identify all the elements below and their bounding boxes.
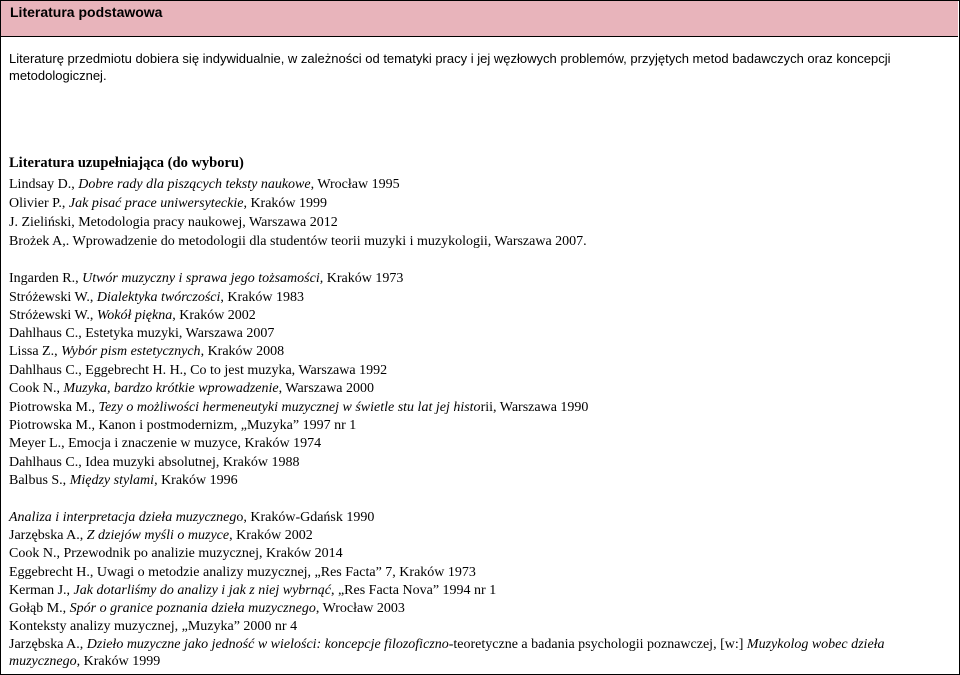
reference-item: Piotrowska M., Tezy o możliwości hermeneutyki muzycznej w świetle stu lat jej historii, Warszawa 1990 bbox=[9, 400, 589, 415]
section-title: Literatura uzupełniająca (do wyboru) bbox=[9, 155, 244, 171]
reference-item: Konteksty analizy muzycznej, „Muzyka” 2000 nr 4 bbox=[9, 619, 298, 634]
reference-item: J. Zieliński, Metodologia pracy naukowej, Warszawa 2012 bbox=[9, 215, 338, 230]
reference-item: Jarzębska A., Z dziejów myśli o muzyce, Kraków 2002 bbox=[9, 528, 313, 543]
reference-item: Lindsay D., Dobre rady dla piszących teksty naukowe, Wrocław 1995 bbox=[9, 177, 400, 192]
reference-item: Stróżewski W., Dialektyka twórczości, Kraków 1983 bbox=[9, 290, 305, 305]
reference-item: Dahlhaus C., Estetyka muzyki, Warszawa 2007 bbox=[9, 326, 275, 341]
reference-item: Cook N., Przewodnik po analizie muzycznej, Kraków 2014 bbox=[9, 546, 343, 561]
reference-item: Brożek A,. Wprowadzenie do metodologii dla studentów teorii muzyki i muzykologii, Warszawa 2007. bbox=[9, 234, 587, 249]
reference-item: Eggebrecht H., Uwagi o metodzie analizy muzycznej, „Res Facta” 7, Kraków 1973 bbox=[9, 565, 476, 580]
reference-item: Dahlhaus C., Eggebrecht H. H., Co to jest muzyka, Warszawa 1992 bbox=[9, 363, 388, 378]
reference-item: Cook N., Muzyka, bardzo krótkie wprowadzenie, Warszawa 2000 bbox=[9, 381, 375, 396]
reference-item: Kerman J., Jak dotarliśmy do analizy i jak z niej wybrnąć, „Res Facta Nova” 1994 nr 1 bbox=[9, 583, 497, 598]
reference-item: Meyer L., Emocja i znaczenie w muzyce, Kraków 1974 bbox=[9, 436, 322, 451]
reference-item: Jarzębska A., Dzieło muzyczne jako jedność w wielości: koncepcje filozoficzno-teoretyczne a badania psychologii poznawczej, [w:] Muzykolog wobec dzieła muzycznego, Kraków 1999 bbox=[9, 637, 885, 669]
reference-item: Lissa Z., Wybór pism estetycznych, Kraków 2008 bbox=[9, 344, 285, 359]
reference-item: Analiza i interpretacja dzieła muzycznego, Kraków-Gdańsk 1990 bbox=[9, 510, 375, 525]
header-title: Literatura podstawowa bbox=[10, 4, 163, 20]
section-header bbox=[1, 1, 958, 37]
reference-item: Ingarden R., Utwór muzyczny i sprawa jego tożsamości, Kraków 1973 bbox=[9, 271, 404, 286]
reference-item: Piotrowska M., Kanon i postmodernizm, „Muzyka” 1997 nr 1 bbox=[9, 418, 357, 433]
reference-item: Balbus S., Między stylami, Kraków 1996 bbox=[9, 473, 238, 488]
reference-item: Olivier P., Jak pisać prace uniwersyteckie, Kraków 1999 bbox=[9, 196, 328, 211]
reference-item: Gołąb M., Spór o granice poznania dzieła muzycznego, Wrocław 2003 bbox=[9, 601, 405, 616]
reference-item: Stróżewski W., Wokół piękna, Kraków 2002 bbox=[9, 308, 256, 323]
intro-paragraph: Literaturę przedmiotu dobiera się indywidualnie, w zależności od tematyki pracy i jej węzłowych problemów, przyjętych metod badawczych oraz koncepcji metodologicznej. bbox=[9, 51, 891, 83]
reference-item: Dahlhaus C., Idea muzyki absolutnej, Kraków 1988 bbox=[9, 455, 300, 470]
